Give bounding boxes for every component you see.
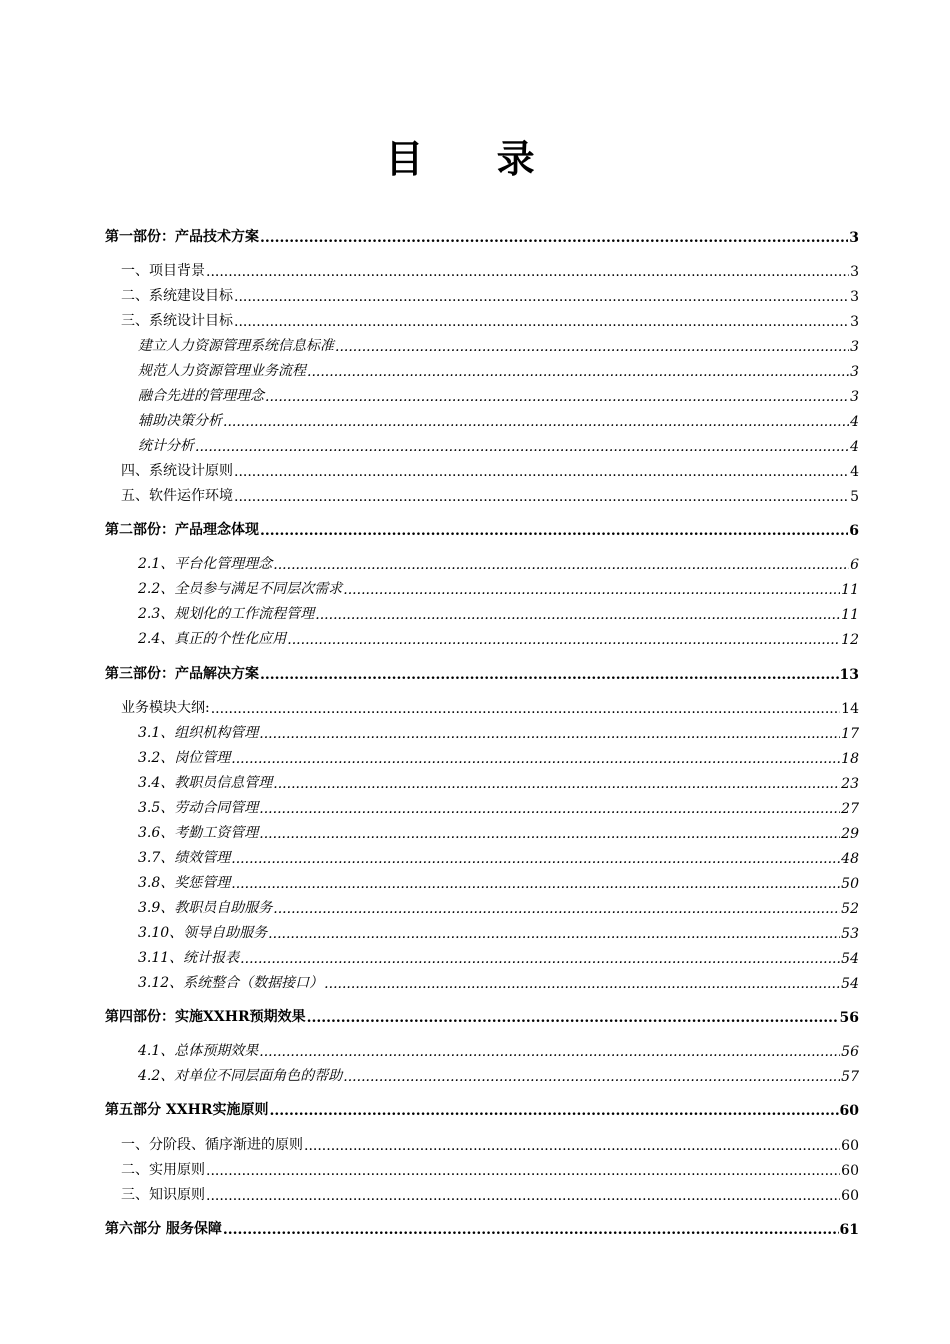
toc-entry-title: 建立人力资源管理系统信息标准 bbox=[138, 338, 334, 354]
toc-entry-title: 3.9、教职员自助服务 bbox=[138, 900, 273, 916]
toc-entry-page-number: 3 bbox=[850, 264, 859, 280]
toc-entry[interactable] bbox=[105, 745, 859, 767]
toc-entry[interactable] bbox=[105, 626, 859, 648]
toc-dot-leader bbox=[231, 876, 840, 892]
toc-entry[interactable] bbox=[105, 283, 859, 305]
toc-entry[interactable] bbox=[105, 845, 859, 867]
toc-entry-page-number: 6 bbox=[850, 557, 859, 573]
toc-entry-title: 三、系统设计目标 bbox=[121, 313, 233, 329]
toc-entry-page-number: 5 bbox=[850, 489, 859, 505]
toc-entry-title: 四、系统设计原则 bbox=[121, 463, 233, 479]
toc-entry[interactable] bbox=[105, 224, 859, 246]
toc-entry-page-number: 4 bbox=[850, 439, 859, 455]
toc-entry[interactable] bbox=[105, 258, 859, 280]
toc-entry[interactable] bbox=[105, 601, 859, 623]
toc-entry[interactable] bbox=[105, 920, 859, 942]
toc-dot-leader bbox=[234, 464, 849, 480]
toc-entry[interactable] bbox=[105, 433, 859, 455]
toc-entry-page-number: 14 bbox=[841, 701, 859, 717]
toc-entry[interactable] bbox=[105, 408, 859, 430]
toc-dot-leader bbox=[206, 264, 849, 280]
toc-entry-page-number: 53 bbox=[841, 926, 859, 942]
toc-entry-page-number: 27 bbox=[841, 801, 859, 817]
toc-entry-page-number: 3 bbox=[850, 339, 859, 355]
toc-entry[interactable] bbox=[105, 383, 859, 405]
toc-dot-leader bbox=[307, 364, 849, 380]
toc-entry-title: 辅助决策分析 bbox=[138, 413, 222, 429]
toc-entry-page-number: 60 bbox=[841, 1188, 859, 1204]
toc-entry[interactable] bbox=[105, 795, 859, 817]
toc-entry[interactable] bbox=[105, 695, 859, 717]
toc-entry-title: 融合先进的管理理念 bbox=[138, 388, 264, 404]
toc-dot-leader bbox=[260, 523, 848, 539]
toc-dot-leader bbox=[335, 339, 849, 355]
toc-entry[interactable] bbox=[105, 1216, 859, 1238]
toc-entry[interactable] bbox=[105, 576, 859, 598]
toc-entry-page-number: 48 bbox=[841, 851, 859, 867]
toc-entry[interactable] bbox=[105, 1038, 859, 1060]
toc-entry[interactable] bbox=[105, 517, 859, 539]
toc-entry-title: 3.11、统计报表 bbox=[138, 950, 240, 966]
toc-dot-leader bbox=[315, 607, 840, 623]
toc-entry-title: 统计分析 bbox=[138, 438, 194, 454]
toc-entry-page-number: 60 bbox=[841, 1138, 859, 1154]
toc-entry-page-number: 12 bbox=[841, 632, 859, 648]
toc-dot-leader bbox=[304, 1138, 840, 1154]
toc-entry[interactable] bbox=[105, 1004, 859, 1026]
toc-dot-leader bbox=[234, 489, 849, 505]
toc-entry[interactable] bbox=[105, 1157, 859, 1179]
toc-entry[interactable] bbox=[105, 870, 859, 892]
toc-entry-page-number: 56 bbox=[841, 1044, 859, 1060]
toc-dot-leader bbox=[206, 1188, 840, 1204]
toc-dot-leader bbox=[265, 389, 849, 405]
toc-entry-page-number: 6 bbox=[849, 523, 859, 539]
toc-entry-page-number: 3 bbox=[850, 289, 859, 305]
toc-entry-page-number: 11 bbox=[841, 607, 859, 623]
toc-dot-leader bbox=[240, 951, 840, 967]
toc-entry-page-number: 56 bbox=[839, 1010, 859, 1026]
toc-entry[interactable] bbox=[105, 1063, 859, 1085]
toc-entry[interactable] bbox=[105, 1182, 859, 1204]
toc-entry[interactable] bbox=[105, 661, 859, 683]
toc-entry[interactable] bbox=[105, 458, 859, 480]
toc-entry-title: 第四部份：实施XXHR预期效果 bbox=[105, 1009, 306, 1025]
toc-dot-leader bbox=[259, 1044, 840, 1060]
toc-entry-page-number: 29 bbox=[841, 826, 859, 842]
toc-entry[interactable] bbox=[105, 945, 859, 967]
toc-entry-page-number: 61 bbox=[839, 1222, 859, 1238]
page-title: 目 录 bbox=[385, 137, 565, 181]
toc-dot-leader bbox=[259, 801, 840, 817]
toc-entry-title: 4.2、对单位不同层面角色的帮助 bbox=[138, 1068, 343, 1084]
toc-entry-page-number: 13 bbox=[839, 667, 859, 683]
toc-dot-leader bbox=[269, 1103, 838, 1119]
toc-entry-title: 五、软件运作环境 bbox=[121, 488, 233, 504]
toc-entry-title: 第五部分 XXHR实施原则 bbox=[105, 1102, 269, 1118]
toc-dot-leader bbox=[234, 314, 849, 330]
toc-entry-page-number: 3 bbox=[849, 230, 859, 246]
toc-entry-page-number: 18 bbox=[841, 751, 859, 767]
toc-entry-page-number: 50 bbox=[841, 876, 859, 892]
toc-entry[interactable] bbox=[105, 895, 859, 917]
toc-entry[interactable] bbox=[105, 1097, 859, 1119]
toc-dot-leader bbox=[211, 701, 840, 717]
toc-dot-leader bbox=[343, 1069, 840, 1085]
toc-entry-title: 一、项目背景 bbox=[121, 263, 205, 279]
toc-entry-page-number: 11 bbox=[841, 582, 859, 598]
toc-entry-title: 2.3、规划化的工作流程管理 bbox=[138, 606, 315, 622]
toc-entry-title: 4.1、总体预期效果 bbox=[138, 1043, 259, 1059]
toc-entry-page-number: 60 bbox=[839, 1103, 859, 1119]
toc-entry-page-number: 54 bbox=[841, 976, 859, 992]
toc-dot-leader bbox=[259, 726, 840, 742]
toc-dot-leader bbox=[268, 926, 840, 942]
toc-dot-leader bbox=[223, 414, 849, 430]
toc-entry-title: 3.8、奖惩管理 bbox=[138, 875, 231, 891]
toc-dot-leader bbox=[260, 667, 839, 683]
toc-entry-title: 3.4、教职员信息管理 bbox=[138, 775, 273, 791]
toc-entry-title: 2.1、平台化管理理念 bbox=[138, 556, 273, 572]
toc-entry-title: 第六部分 服务保障 bbox=[105, 1221, 222, 1237]
toc-entry[interactable] bbox=[105, 551, 859, 573]
toc-entry[interactable] bbox=[105, 720, 859, 742]
toc-dot-leader bbox=[231, 851, 840, 867]
toc-entry-title: 二、实用原则 bbox=[121, 1162, 205, 1178]
toc-entry-title: 一、分阶段、循序渐进的原则 bbox=[121, 1137, 303, 1153]
toc-dot-leader bbox=[343, 582, 840, 598]
toc-entry-title: 第三部份：产品解决方案 bbox=[105, 666, 259, 682]
toc-entry-title: 3.5、劳动合同管理 bbox=[138, 800, 259, 816]
toc-dot-leader bbox=[223, 1222, 839, 1238]
toc-entry-title: 3.6、考勤工资管理 bbox=[138, 825, 259, 841]
toc-dot-leader bbox=[273, 557, 849, 573]
toc-dot-leader bbox=[273, 776, 840, 792]
toc-entry-page-number: 52 bbox=[841, 901, 859, 917]
toc-entry-page-number: 3 bbox=[850, 389, 859, 405]
toc-entry-title: 3.1、组织机构管理 bbox=[138, 725, 259, 741]
toc-entry-page-number: 60 bbox=[841, 1163, 859, 1179]
toc-entry-page-number: 17 bbox=[841, 726, 859, 742]
toc-entry-title: 第一部份：产品技术方案 bbox=[105, 229, 259, 245]
toc-dot-leader bbox=[195, 439, 849, 455]
toc-entry-title: 规范人力资源管理业务流程 bbox=[138, 363, 306, 379]
toc-dot-leader bbox=[273, 901, 840, 917]
toc-entry-title: 3.7、绩效管理 bbox=[138, 850, 231, 866]
toc-entry[interactable] bbox=[105, 333, 859, 355]
toc-entry[interactable] bbox=[105, 970, 859, 992]
toc-entry-page-number: 54 bbox=[841, 951, 859, 967]
toc-dot-leader bbox=[307, 1010, 839, 1026]
toc-entry-page-number: 57 bbox=[841, 1069, 859, 1085]
toc-entry-title: 二、系统建设目标 bbox=[121, 288, 233, 304]
toc-entry[interactable] bbox=[105, 770, 859, 792]
toc-entry-title: 2.2、全员参与满足不同层次需求 bbox=[138, 581, 343, 597]
toc-entry[interactable] bbox=[105, 308, 859, 330]
toc-dot-leader bbox=[287, 632, 840, 648]
toc-entry-title: 3.2、岗位管理 bbox=[138, 750, 231, 766]
toc-dot-leader bbox=[260, 230, 848, 246]
toc-dot-leader bbox=[231, 751, 840, 767]
toc-entry-title: 2.4、真正的个性化应用 bbox=[138, 631, 287, 647]
toc-dot-leader bbox=[324, 976, 840, 992]
toc-entry-page-number: 23 bbox=[841, 776, 859, 792]
toc-entry-title: 第二部份：产品理念体现 bbox=[105, 522, 259, 538]
toc-entry-page-number: 3 bbox=[850, 314, 859, 330]
toc-dot-leader bbox=[206, 1163, 840, 1179]
toc-entry-title: 3.10、领导自助服务 bbox=[138, 925, 268, 941]
toc-dot-leader bbox=[259, 826, 840, 842]
toc-entry-page-number: 3 bbox=[850, 364, 859, 380]
toc-entry[interactable] bbox=[105, 483, 859, 505]
toc-entry[interactable] bbox=[105, 820, 859, 842]
toc-entry[interactable] bbox=[105, 358, 859, 380]
toc-entry-title: 3.12、系统整合（数据接口） bbox=[138, 975, 324, 991]
toc-entry-page-number: 4 bbox=[850, 464, 859, 480]
toc-entry-title: 业务模块大纲: bbox=[121, 700, 210, 716]
toc-dot-leader bbox=[234, 289, 849, 305]
toc-entry-page-number: 4 bbox=[850, 414, 859, 430]
toc-entry[interactable] bbox=[105, 1132, 859, 1154]
toc-entry-title: 三、知识原则 bbox=[121, 1187, 205, 1203]
